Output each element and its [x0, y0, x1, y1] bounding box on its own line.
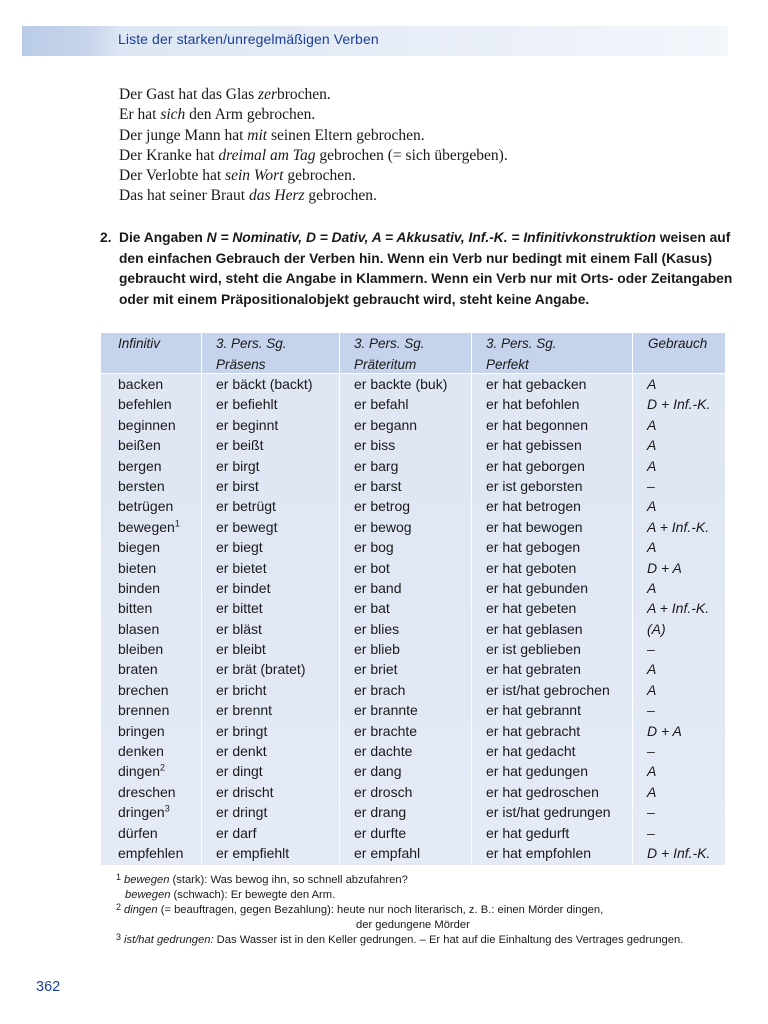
footnote-mark: 3: [116, 932, 122, 942]
text-segment: Das hat seiner Braut: [119, 187, 249, 205]
cell-infinitiv: [118, 517, 180, 537]
cell-gebrauch: A: [647, 498, 657, 515]
cell-praeteritum: er backte (buk): [354, 376, 448, 392]
header-perfekt: [486, 334, 557, 375]
cell-perfekt: er hat gedroschen: [486, 783, 599, 800]
header-praesens-line2: Präsens: [216, 356, 266, 372]
cell-perfekt: er hat gebracht: [486, 722, 581, 739]
table-row: [101, 700, 725, 720]
text-segment: Der Gast hat das Glas: [119, 86, 259, 103]
cell-perfekt: er ist/hat gedrungen: [486, 804, 611, 821]
infinitiv-text: bewegen: [118, 518, 175, 535]
infinitiv-text: empfehlen: [118, 844, 184, 861]
cell-praeteritum: er begann: [354, 416, 418, 433]
footnote-line: [117, 933, 683, 948]
cell-gebrauch: –: [647, 804, 655, 821]
header-praeteritum-line2: Präteritum: [354, 356, 417, 372]
cell-infinitiv: [118, 435, 161, 455]
text-segment: weisen auf den einfachen Gebrauch der Verben hin. Wenn ein Verb nur bedingt mit einem Fall (Kasus) gebraucht wird, steht die Angabe in Klammern. Wenn ein Verb nur mit Orts- oder Zeitangaben oder mit einem Präpositionalobjekt gebraucht wird, steht keine Angabe.: [119, 230, 733, 307]
cell-infinitiv: [118, 598, 152, 618]
table-row: [101, 435, 725, 455]
cell-infinitiv: [118, 680, 169, 700]
cell-gebrauch: A: [647, 539, 657, 556]
cell-gebrauch: –: [647, 743, 655, 760]
cell-perfekt: er hat gebissen: [486, 437, 582, 454]
cell-gebrauch: A: [647, 457, 657, 474]
text-segment: Er hat: [119, 106, 161, 124]
cell-gebrauch: D + Inf.-K.: [647, 844, 711, 861]
infinitiv-text: dingen: [118, 763, 161, 780]
cell-praeteritum: er barst: [354, 477, 402, 494]
cell-infinitiv: [118, 496, 173, 516]
cell-praesens: er dringt: [216, 804, 268, 821]
example-sentence: [119, 126, 508, 146]
header-infinitiv-label: Infinitiv: [118, 336, 161, 351]
cell-infinitiv: [118, 721, 165, 741]
cell-gebrauch: A: [647, 681, 657, 698]
cell-gebrauch: –: [647, 477, 655, 494]
header-praesens: [216, 334, 287, 375]
text-segment: Das Wasser ist in den Keller gedrungen. – Er hat auf die Einhaltung des Vertrages gedrungen.: [213, 934, 684, 946]
example-sentence: [119, 85, 508, 105]
table-row: [101, 496, 725, 516]
cell-gebrauch: A: [647, 437, 657, 454]
cell-praeteritum: er bog: [354, 539, 394, 556]
example-sentence: [119, 105, 508, 125]
cell-praeteritum: er blieb: [354, 641, 400, 658]
table-row: [101, 659, 725, 679]
infinitiv-text: bleiben: [118, 641, 164, 658]
footnote-line: [117, 873, 683, 888]
text-segment: der gedungene Mörder: [356, 919, 470, 931]
table-row: [101, 394, 725, 414]
cell-perfekt: er hat empfohlen: [486, 844, 592, 861]
cell-praesens: er drischt: [216, 783, 274, 800]
header-perfekt-line2: Perfekt: [486, 356, 529, 372]
cell-perfekt: er ist geblieben: [486, 641, 581, 658]
cell-infinitiv: [118, 537, 160, 557]
cell-praeteritum: er brach: [354, 681, 406, 698]
text-segment: den Arm gebrochen.: [185, 106, 316, 124]
infinitiv-text: biegen: [118, 539, 161, 556]
header-praeteritum-line1: 3. Pers. Sg.: [354, 336, 425, 351]
table-row: [101, 761, 725, 781]
text-segment: (stark): Was bewog ihn, so schnell abzufahren?: [169, 874, 408, 886]
cell-gebrauch: A + Inf.-K.: [647, 600, 710, 617]
cell-praeteritum: er betrog: [354, 498, 411, 515]
infinitiv-text: dreschen: [118, 783, 176, 800]
page-number: 362: [36, 979, 61, 995]
example-sentence: [119, 186, 508, 206]
cell-praesens: er brät (bratet): [216, 661, 306, 678]
table-row: [101, 415, 725, 435]
cell-praeteritum: er bat: [354, 600, 390, 617]
text-segment: gebrochen.: [304, 187, 377, 205]
cell-praeteritum: er befahl: [354, 396, 409, 413]
table-row: [101, 823, 725, 843]
cell-infinitiv: [118, 700, 169, 720]
header-gebrauch-label: Gebrauch: [648, 336, 708, 351]
header-gebrauch: [648, 334, 707, 355]
cell-perfekt: er hat gedacht: [486, 743, 576, 760]
table-row: [101, 802, 725, 822]
cell-praeteritum: er dang: [354, 763, 402, 780]
cell-infinitiv: [118, 843, 183, 863]
cell-gebrauch: A: [647, 783, 657, 800]
text-segment: (schwach): Er bewegte den Arm.: [170, 889, 336, 901]
text-segment: bewegen: [124, 874, 170, 886]
cell-perfekt: er hat geboten: [486, 559, 577, 576]
cell-gebrauch: –: [647, 824, 655, 841]
cell-perfekt: er hat gebacken: [486, 376, 587, 392]
cell-gebrauch: D + A: [647, 722, 682, 739]
cell-infinitiv: [118, 476, 165, 496]
header-praesens-line1: 3. Pers. Sg.: [216, 336, 287, 351]
footnotes: [117, 873, 683, 948]
cell-perfekt: er hat gebunden: [486, 579, 588, 596]
cell-perfekt: er ist/hat gebrochen: [486, 681, 610, 698]
cell-perfekt: er hat befohlen: [486, 396, 580, 413]
table-row: [101, 476, 725, 496]
cell-praesens: er biegt: [216, 539, 263, 556]
text-segment: gebrochen (= sich übergeben).: [315, 146, 508, 164]
text-segment: mit: [247, 126, 268, 144]
cell-infinitiv: [118, 823, 158, 843]
footnote-text: [124, 873, 408, 888]
cell-praesens: er bäckt (backt): [216, 376, 313, 392]
cell-praeteritum: er empfahl: [354, 844, 421, 861]
cell-praeteritum: er biss: [354, 437, 396, 454]
infinitiv-text: dürfen: [118, 824, 158, 841]
cell-perfekt: er ist geborsten: [486, 477, 583, 494]
footnote-text: [356, 918, 470, 933]
cell-praesens: er befiehlt: [216, 396, 278, 413]
cell-infinitiv: [118, 619, 159, 639]
infinitiv-text: befehlen: [118, 396, 172, 413]
cell-perfekt: er hat gedungen: [486, 763, 588, 780]
cell-praeteritum: er dachte: [354, 743, 413, 760]
cell-infinitiv: [118, 415, 176, 435]
text-segment: brochen.: [276, 86, 331, 103]
text-segment: dreimal am Tag: [218, 146, 316, 164]
footnote-reference: 3: [164, 803, 170, 814]
cell-praeteritum: er brannte: [354, 702, 418, 719]
cell-praeteritum: er blies: [354, 620, 400, 637]
page-header-title: Liste der starken/unregelmäßigen Verben: [118, 31, 379, 47]
table-row: [101, 598, 725, 618]
cell-perfekt: er hat gebogen: [486, 539, 581, 556]
text-segment: gebrochen.: [283, 167, 356, 185]
cell-perfekt: er hat gebraten: [486, 661, 581, 678]
cell-gebrauch: A: [647, 416, 657, 433]
cell-praesens: er bittet: [216, 600, 263, 617]
cell-gebrauch: A + Inf.-K.: [647, 518, 710, 535]
cell-gebrauch: A: [647, 579, 657, 596]
cell-praeteritum: er bewog: [354, 518, 412, 535]
text-segment: Der junge Mann hat: [119, 126, 248, 144]
text-segment: (= beauftragen, gegen Bezahlung): heute nur noch literarisch, z. B.: einen Mörder dingen,: [157, 904, 604, 916]
cell-praesens: er darf: [216, 824, 257, 841]
table-row: [101, 680, 725, 700]
text-segment: N = Nominativ, D = Dativ, A = Akkusativ, Inf.-K. = Infinitivkonstruktion: [206, 230, 656, 245]
cell-gebrauch: (A): [647, 620, 666, 637]
table-row: [101, 456, 725, 476]
cell-infinitiv: [118, 782, 176, 802]
cell-praeteritum: er durfte: [354, 824, 407, 841]
footnote-reference: 1: [174, 518, 180, 529]
cell-perfekt: er hat gebrannt: [486, 702, 581, 719]
infinitiv-text: brennen: [118, 702, 170, 719]
cell-praesens: er bringt: [216, 722, 268, 739]
cell-gebrauch: D + Inf.-K.: [647, 396, 711, 413]
cell-praeteritum: er barg: [354, 457, 399, 474]
footnote-text: [124, 903, 603, 918]
infinitiv-text: backen: [118, 376, 164, 392]
infinitiv-text: bersten: [118, 477, 165, 494]
cell-perfekt: er hat geblasen: [486, 620, 583, 637]
example-sentence: [119, 146, 508, 166]
cell-perfekt: er hat gebeten: [486, 600, 577, 617]
text-segment: Der Verlobte hat: [119, 167, 226, 185]
cell-praesens: er bleibt: [216, 641, 266, 658]
cell-infinitiv: [118, 659, 158, 679]
table-row: [101, 782, 725, 802]
cell-gebrauch: A: [647, 763, 657, 780]
cell-gebrauch: A: [647, 661, 657, 678]
table-row: [101, 374, 725, 394]
footnote-mark: 1: [116, 872, 122, 882]
header-infinitiv: [118, 334, 160, 355]
text-segment: bewegen: [125, 889, 171, 901]
header-perfekt-line1: 3. Pers. Sg.: [486, 336, 557, 351]
cell-praesens: er dingt: [216, 763, 263, 780]
cell-praeteritum: er brachte: [354, 722, 418, 739]
table-row: [101, 721, 725, 741]
text-segment: sein Wort: [225, 167, 284, 185]
footnote-line: [117, 903, 683, 918]
cell-gebrauch: –: [647, 702, 655, 719]
example-sentence: [119, 166, 508, 186]
cell-praesens: er bindet: [216, 579, 271, 596]
cell-praesens: er beißt: [216, 437, 264, 454]
footnote-line: [117, 888, 683, 903]
cell-praeteritum: er briet: [354, 661, 398, 678]
infinitiv-text: denken: [118, 743, 164, 760]
cell-perfekt: er hat geborgen: [486, 457, 585, 474]
table-row: [101, 578, 725, 598]
cell-praesens: er brennt: [216, 702, 273, 719]
cell-perfekt: er hat begonnen: [486, 416, 588, 433]
cell-infinitiv: [118, 802, 170, 822]
cell-perfekt: er hat betrogen: [486, 498, 581, 515]
cell-praeteritum: er band: [354, 579, 402, 596]
note-text: [119, 228, 740, 310]
cell-gebrauch: A: [647, 376, 657, 392]
infinitiv-text: bieten: [118, 559, 157, 576]
text-segment: das Herz: [249, 187, 305, 205]
cell-praesens: er bricht: [216, 681, 267, 698]
example-sentences: [119, 85, 508, 207]
infinitiv-text: beginnen: [118, 416, 176, 433]
footnote-text: [124, 933, 683, 948]
cell-praesens: er bläst: [216, 620, 262, 637]
cell-infinitiv: [118, 456, 162, 476]
table-row: [101, 619, 725, 639]
text-segment: dingen: [124, 904, 158, 916]
cell-infinitiv: [118, 394, 172, 414]
infinitiv-text: bitten: [118, 600, 153, 617]
cell-praesens: er betrügt: [216, 498, 276, 515]
infinitiv-text: beißen: [118, 437, 161, 454]
text-segment: Die Angaben: [119, 230, 207, 245]
cell-infinitiv: [118, 741, 164, 761]
cell-infinitiv: [118, 639, 163, 659]
infinitiv-text: blasen: [118, 620, 160, 637]
infinitiv-text: dringen: [118, 804, 165, 821]
infinitiv-text: bringen: [118, 722, 165, 739]
cell-praeteritum: er drang: [354, 804, 407, 821]
cell-praeteritum: er drosch: [354, 783, 413, 800]
table-row: [101, 558, 725, 578]
cell-praesens: er birgt: [216, 457, 260, 474]
cell-praesens: er birst: [216, 477, 259, 494]
footnote-text: [125, 888, 335, 903]
infinitiv-text: binden: [118, 579, 161, 596]
cell-praesens: er bietet: [216, 559, 267, 576]
infinitiv-text: braten: [118, 661, 158, 678]
text-segment: ist/hat gedrungen:: [124, 934, 214, 946]
cell-praesens: er bewegt: [216, 518, 278, 535]
infinitiv-text: betrügen: [118, 498, 174, 515]
table-row: [101, 741, 725, 761]
cell-praesens: er empfiehlt: [216, 844, 290, 861]
cell-gebrauch: –: [647, 641, 655, 658]
cell-praesens: er beginnt: [216, 416, 279, 433]
cell-infinitiv: [118, 761, 165, 781]
table-row: [101, 843, 725, 863]
text-segment: seinen Eltern gebrochen.: [267, 126, 425, 144]
header-praeteritum: [354, 334, 425, 375]
verb-table-rows: [101, 374, 725, 863]
note-point-2: [100, 228, 740, 310]
cell-gebrauch: D + A: [647, 559, 682, 576]
text-segment: zer: [258, 86, 277, 103]
text-segment: Der Kranke hat: [119, 146, 219, 164]
infinitiv-text: bergen: [118, 457, 162, 474]
cell-infinitiv: [118, 578, 160, 598]
infinitiv-text: brechen: [118, 681, 169, 698]
cell-infinitiv: [118, 374, 163, 394]
footnote-line: [117, 918, 683, 933]
cell-infinitiv: [118, 558, 156, 578]
note-number: 2.: [100, 230, 112, 245]
table-row: [101, 537, 725, 557]
table-row: [101, 517, 725, 537]
cell-praeteritum: er bot: [354, 559, 390, 576]
cell-perfekt: er hat gedurft: [486, 824, 570, 841]
footnote-mark: 2: [116, 902, 122, 912]
footnote-reference: 2: [160, 762, 166, 773]
table-row: [101, 639, 725, 659]
cell-perfekt: er hat bewogen: [486, 518, 583, 535]
cell-praesens: er denkt: [216, 743, 267, 760]
text-segment: sich: [160, 106, 186, 124]
